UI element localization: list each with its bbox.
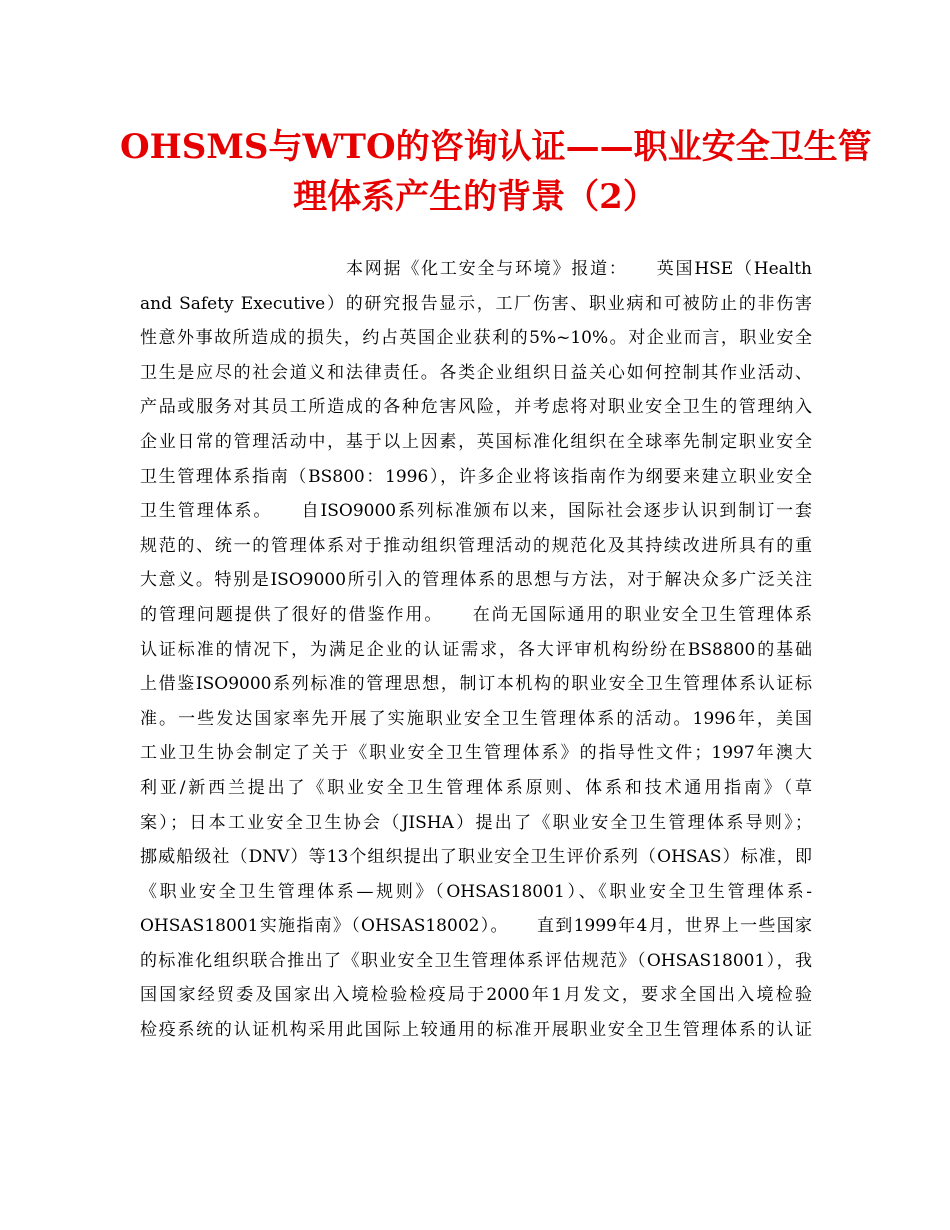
article-body	[140, 252, 812, 1048]
body-line-20: OHSAS18001实施指南》（OHSAS18002）。 直到1999年4月，世界上一些国家	[140, 916, 812, 937]
body-line-14: 准。一些发达国家率先开展了实施职业安全卫生管理体系的活动。1996年，美国	[140, 708, 812, 729]
body-line-12: 认证标准的情况下，为满足企业的认证需求，各大评审机构纷纷在BS8800的基础	[140, 639, 812, 660]
document-title	[120, 122, 872, 222]
body-line-3: 性意外事故所造成的损失，约占英国企业获利的5%~10%。对企业而言，职业安全	[140, 328, 812, 349]
title-line-1: OHSMS与WTO的咨询认证——职业安全卫生管	[120, 127, 872, 167]
body-line-19: 《职业安全卫生管理体系—规则》（OHSAS18001）、《职业安全卫生管理体系-	[140, 881, 812, 902]
body-line-15: 工业卫生协会制定了关于《职业安全卫生管理体系》的指导性文件；1997年澳大	[140, 743, 812, 764]
body-line-21: 的标准化组织联合推出了《职业安全卫生管理体系评估规范》（OHSAS18001），我	[140, 950, 812, 971]
body-line-18: 挪威船级社（DNV）等13个组织提出了职业安全卫生评价系列（OHSAS）标准，即	[140, 847, 812, 868]
body-line-5: 产品或服务对其员工所造成的各种危害风险，并考虑将对职业安全卫生的管理纳入	[140, 397, 812, 418]
body-line-7: 卫生管理体系指南（BS800：1996），许多企业将该指南作为纲要来建立职业安全	[140, 466, 812, 487]
body-line-8: 卫生管理体系。 自ISO9000系列标准颁布以来，国际社会逐步认识到制订一套	[140, 501, 812, 522]
body-line-2: and Safety Executive）的研究报告显示，工厂伤害、职业病和可被防止的非伤害	[140, 293, 812, 314]
body-line-9: 规范的、统一的管理体系对于推动组织管理活动的规范化及其持续改进所具有的重	[140, 535, 812, 556]
title-line-2: 理体系产生的背景（2）	[293, 177, 657, 217]
body-line-13: 上借鉴ISO9000系列标准的管理思想，制订本机构的职业安全卫生管理体系认证标	[140, 674, 812, 695]
body-line-6: 企业日常的管理活动中，基于以上因素，英国标准化组织在全球率先制定职业安全	[140, 431, 812, 452]
body-line-16: 利亚/新西兰提出了《职业安全卫生管理体系原则、体系和技术通用指南》（草	[140, 777, 812, 798]
body-line-22: 国国家经贸委及国家出入境检验检疫局于2000年1月发文，要求全国出入境检验	[140, 985, 812, 1006]
body-line-17: 案）；日本工业安全卫生协会（JISHA）提出了《职业安全卫生管理体系导则》；	[140, 812, 812, 833]
body-line-10: 大意义。特别是ISO9000所引入的管理体系的思想与方法，对于解决众多广泛关注	[140, 570, 812, 591]
body-line-11: 的管理问题提供了很好的借鉴作用。 在尚无国际通用的职业安全卫生管理体系	[140, 604, 812, 625]
body-line-23: 检疫系统的认证机构采用此国际上较通用的标准开展职业安全卫生管理体系的认证	[140, 1020, 812, 1041]
body-line-1: 本网据《化工安全与环境》报道： 英国HSE（Health	[346, 259, 812, 279]
body-line-4: 卫生是应尽的社会道义和法律责任。各类企业组织日益关心如何控制其作业活动、	[140, 362, 812, 383]
